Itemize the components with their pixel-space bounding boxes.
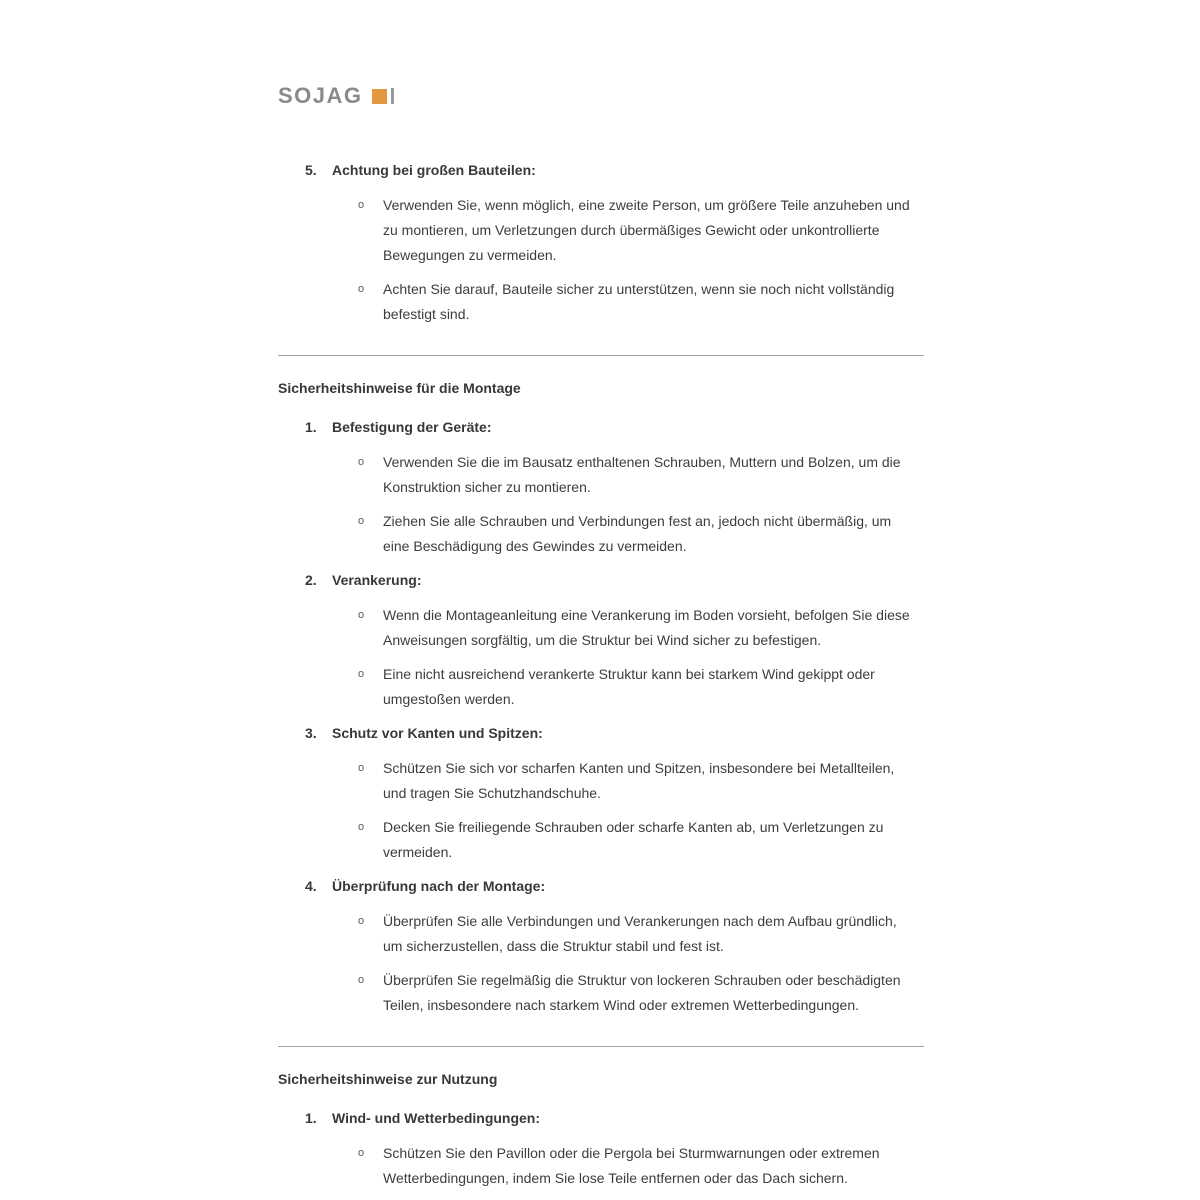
bullet-marker-icon: o xyxy=(358,974,365,986)
bullet-text: Verwenden Sie, wenn möglich, eine zweite Person, um größere Teile anzuheben und zu montieren, um Verletzungen durch übermäßiges Gewicht oder unkontrollierte Bewegungen zu vermeiden. xyxy=(383,197,910,263)
list-item-number: 2. xyxy=(305,572,317,588)
bullet-marker-icon: o xyxy=(358,283,365,295)
bullet-marker-icon: o xyxy=(358,1147,365,1159)
logo-orange-square-icon xyxy=(372,89,387,104)
bullet-marker-icon: o xyxy=(358,821,365,833)
section-heading-nutzung: Sicherheitshinweise zur Nutzung xyxy=(278,1071,498,1087)
list-item-number: 1. xyxy=(305,419,317,435)
bullet-text: Schützen Sie sich vor scharfen Kanten und Spitzen, insbesondere bei Metallteilen, und tragen Sie Schutzhandschuhe. xyxy=(383,760,895,801)
list-item-montage-2 xyxy=(278,568,924,712)
bullet-marker-icon: o xyxy=(358,609,365,621)
list-item-title xyxy=(305,1106,924,1131)
logo-text: SOJAG xyxy=(278,83,363,108)
list-item-number: 4. xyxy=(305,878,317,894)
bullet-item xyxy=(358,450,924,500)
bullet-item xyxy=(358,1141,924,1191)
bullet-text: Schützen Sie den Pavillon oder die Pergola bei Sturmwarnungen oder extremen Wetterbedingungen, indem Sie lose Teile entfernen oder das Dach sichern. xyxy=(383,1145,880,1186)
list-item-number: 5. xyxy=(305,162,317,178)
bullet-text: Decken Sie freiliegende Schrauben oder scharfe Kanten ab, um Verletzungen zu vermeiden. xyxy=(383,819,884,860)
list-item-title-text: Achtung bei großen Bauteilen: xyxy=(332,162,536,178)
logo-bar-icon xyxy=(391,88,394,104)
list-item-title xyxy=(305,158,924,183)
list-item-title xyxy=(305,415,924,440)
bullet-marker-icon: o xyxy=(358,515,365,527)
bullet-marker-icon: o xyxy=(358,199,365,211)
list-item-montage-3 xyxy=(278,721,924,865)
section-heading-montage: Sicherheitshinweise für die Montage xyxy=(278,380,521,396)
bullet-text: Überprüfen Sie alle Verbindungen und Verankerungen nach dem Aufbau gründlich, um sicherzustellen, dass die Struktur stabil und fest ist. xyxy=(383,913,897,954)
bullet-item xyxy=(358,968,924,1018)
bullet-item xyxy=(358,662,924,712)
list-item-title xyxy=(305,568,924,593)
list-item-title-text: Verankerung: xyxy=(332,572,422,588)
section-divider xyxy=(278,355,924,356)
bullet-item xyxy=(358,815,924,865)
list-item-title-text: Befestigung der Geräte: xyxy=(332,419,492,435)
list-item-title-text: Überprüfung nach der Montage: xyxy=(332,878,546,894)
bullet-item xyxy=(358,509,924,559)
list-item-number: 1. xyxy=(305,1110,317,1126)
bullet-item xyxy=(358,277,924,327)
bullet-text: Verwenden Sie die im Bausatz enthaltenen Schrauben, Muttern und Bolzen, um die Konstruktion sicher zu montieren. xyxy=(383,454,901,495)
list-item-number: 3. xyxy=(305,725,317,741)
bullet-text: Eine nicht ausreichend verankerte Struktur kann bei starkem Wind gekippt oder umgestoßen werden. xyxy=(383,666,875,707)
sojag-logo xyxy=(278,84,924,108)
bullet-text: Achten Sie darauf, Bauteile sicher zu unterstützen, wenn sie noch nicht vollständig befestigt sind. xyxy=(383,281,895,322)
list-item-title-text: Wind- und Wetterbedingungen: xyxy=(332,1110,541,1126)
bullet-item xyxy=(358,756,924,806)
section-divider xyxy=(278,1046,924,1047)
list-item-title xyxy=(305,874,924,899)
bullet-marker-icon: o xyxy=(358,762,365,774)
list-item-montage-4 xyxy=(278,874,924,1018)
list-item-nutzung-1 xyxy=(278,1106,924,1191)
bullet-marker-icon: o xyxy=(358,456,365,468)
bullet-marker-icon: o xyxy=(358,668,365,680)
bullet-item xyxy=(358,193,924,268)
bullet-marker-icon: o xyxy=(358,915,365,927)
document-page xyxy=(278,84,924,1200)
list-item-title xyxy=(305,721,924,746)
bullet-item xyxy=(358,603,924,653)
list-item-title-text: Schutz vor Kanten und Spitzen: xyxy=(332,725,543,741)
bullet-text: Wenn die Montageanleitung eine Verankerung im Boden vorsieht, befolgen Sie diese Anweisungen sorgfältig, um die Struktur bei Wind sicher zu befestigen. xyxy=(383,607,910,648)
bullet-text: Ziehen Sie alle Schrauben und Verbindungen fest an, jedoch nicht übermäßig, um eine Beschädigung des Gewindes zu vermeiden. xyxy=(383,513,892,554)
list-item-5 xyxy=(278,158,924,327)
bullet-text: Überprüfen Sie regelmäßig die Struktur von lockeren Schrauben oder beschädigten Teilen, insbesondere nach starkem Wind oder extremen Wetterbedingungen. xyxy=(383,972,901,1013)
list-item-montage-1 xyxy=(278,415,924,559)
bullet-item xyxy=(358,909,924,959)
